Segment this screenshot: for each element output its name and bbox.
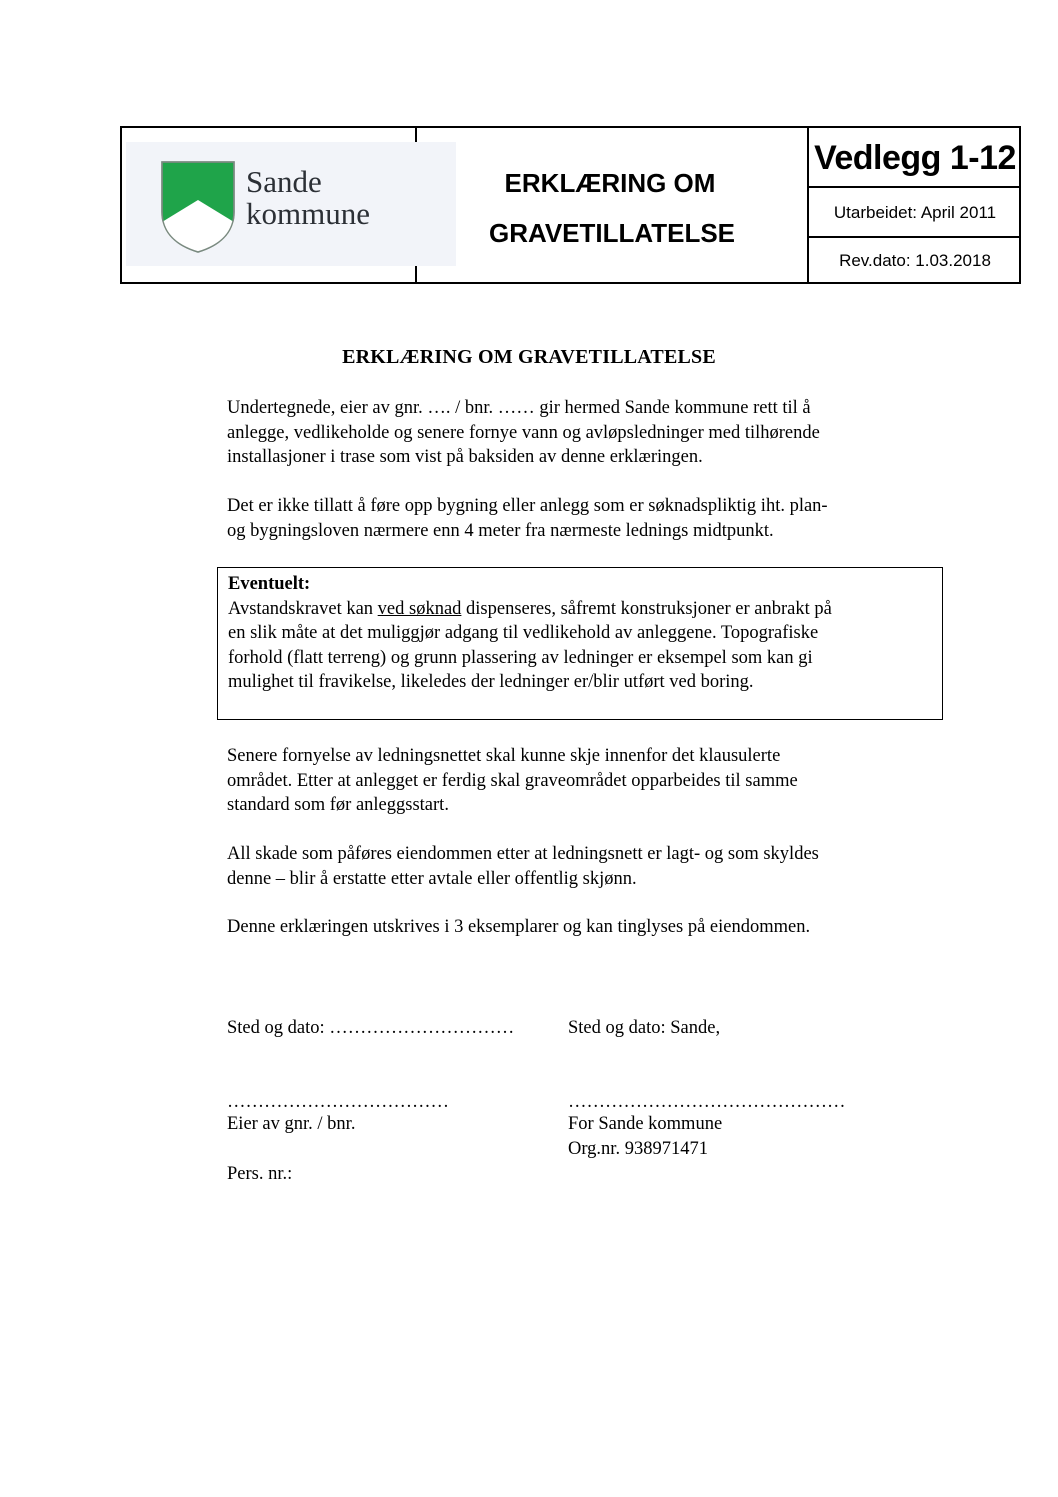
text-line: Det er ikke tillatt å føre opp bygning eller anlegg som er søknadspliktig iht. plan- [227,496,828,516]
document-title: ERKLÆRING OM GRAVETILLATELSE [342,346,716,368]
coat-of-arms-shield-icon [160,160,236,254]
header-title-cell [417,128,807,282]
signature-left-line: ……………………………… [227,1092,449,1112]
header-title-line1: ERKLÆRING OM [504,168,716,198]
signature-right-label: For Sande kommune [568,1114,723,1134]
organization-number: Org.nr. 938971471 [568,1139,708,1159]
logo-wordmark [246,166,370,230]
prepared-date: Utarbeidet: April 2011 [809,188,1021,238]
paragraph-renewal [227,744,947,818]
text-line: anlegge, vedlikeholde og senere fornye vann og avløpsledninger med tilhørende [227,422,820,443]
text-line: standard som før anleggsstart. [227,795,449,815]
logo-text-line2: kommune [246,196,370,231]
exception-box [217,567,943,720]
signature-left-place-date: Sted og dato: ………………………… [227,1018,515,1038]
paragraph-damages [227,842,947,891]
text-line: Undertegnede, eier av gnr. …. / bnr. …… gir hermed Sande kommune rett til å [227,398,811,418]
paragraph-restriction [227,494,947,543]
paragraph-grant [227,396,947,470]
personal-number-label: Pers. nr.: [227,1164,293,1184]
signature-left-label: Eier av gnr. / bnr. [227,1114,356,1134]
text-line: Senere fornyelse av ledningsnettet skal kunne skje innenfor det klausulerte [227,746,781,766]
text-line: en slik måte at det muliggjør adgang til vedlikehold av anleggene. Topografiske [228,623,819,643]
exception-heading: Eventuelt: [228,574,311,594]
text-line: denne – blir å erstatte etter avtale eller offentlig skjønn. [227,868,637,889]
text-segment: dispenseres, såfremt konstruksjoner er anbrakt på [461,598,832,619]
text-line: og bygningsloven nærmere enn 4 meter fra nærmeste lednings midtpunkt. [227,520,774,541]
text-segment: Avstandskravet kan [228,598,378,619]
signature-right-line: ……………………………………… [568,1092,846,1112]
text-line: området. Etter at anlegget er ferdig skal graveområdet opparbeides til samme [227,770,798,791]
header-title-line2: GRAVETILLATELSE [488,218,736,248]
paragraph-copies: Denne erklæringen utskrives i 3 eksemplarer og kan tinglyses på eiendommen. [227,917,811,937]
text-line: mulighet til fravikelse, likeledes der ledninger er/blir utført ved boring. [228,672,754,692]
revision-date: Rev.dato: 1.03.2018 [839,251,991,270]
underlined-text: ved søknad [377,598,462,619]
text-line [228,597,933,622]
logo-text-line1: Sande [246,164,322,199]
signature-right-place-date: Sted og dato: Sande, [568,1018,721,1038]
text-line: forhold (flatt terreng) og grunn plassering av ledninger er eksempel som kan gi [228,647,813,668]
header-meta-cell [807,128,1021,282]
text-line: All skade som påføres eiendommen etter at ledningsnett er lagt- og som skyldes [227,844,819,864]
logo-cell [122,128,417,282]
document-header [120,126,1021,284]
attachment-number: Vedlegg 1-12 [809,128,1021,188]
text-line: installasjoner i trase som vist på baksiden av denne erklæringen. [227,447,703,467]
